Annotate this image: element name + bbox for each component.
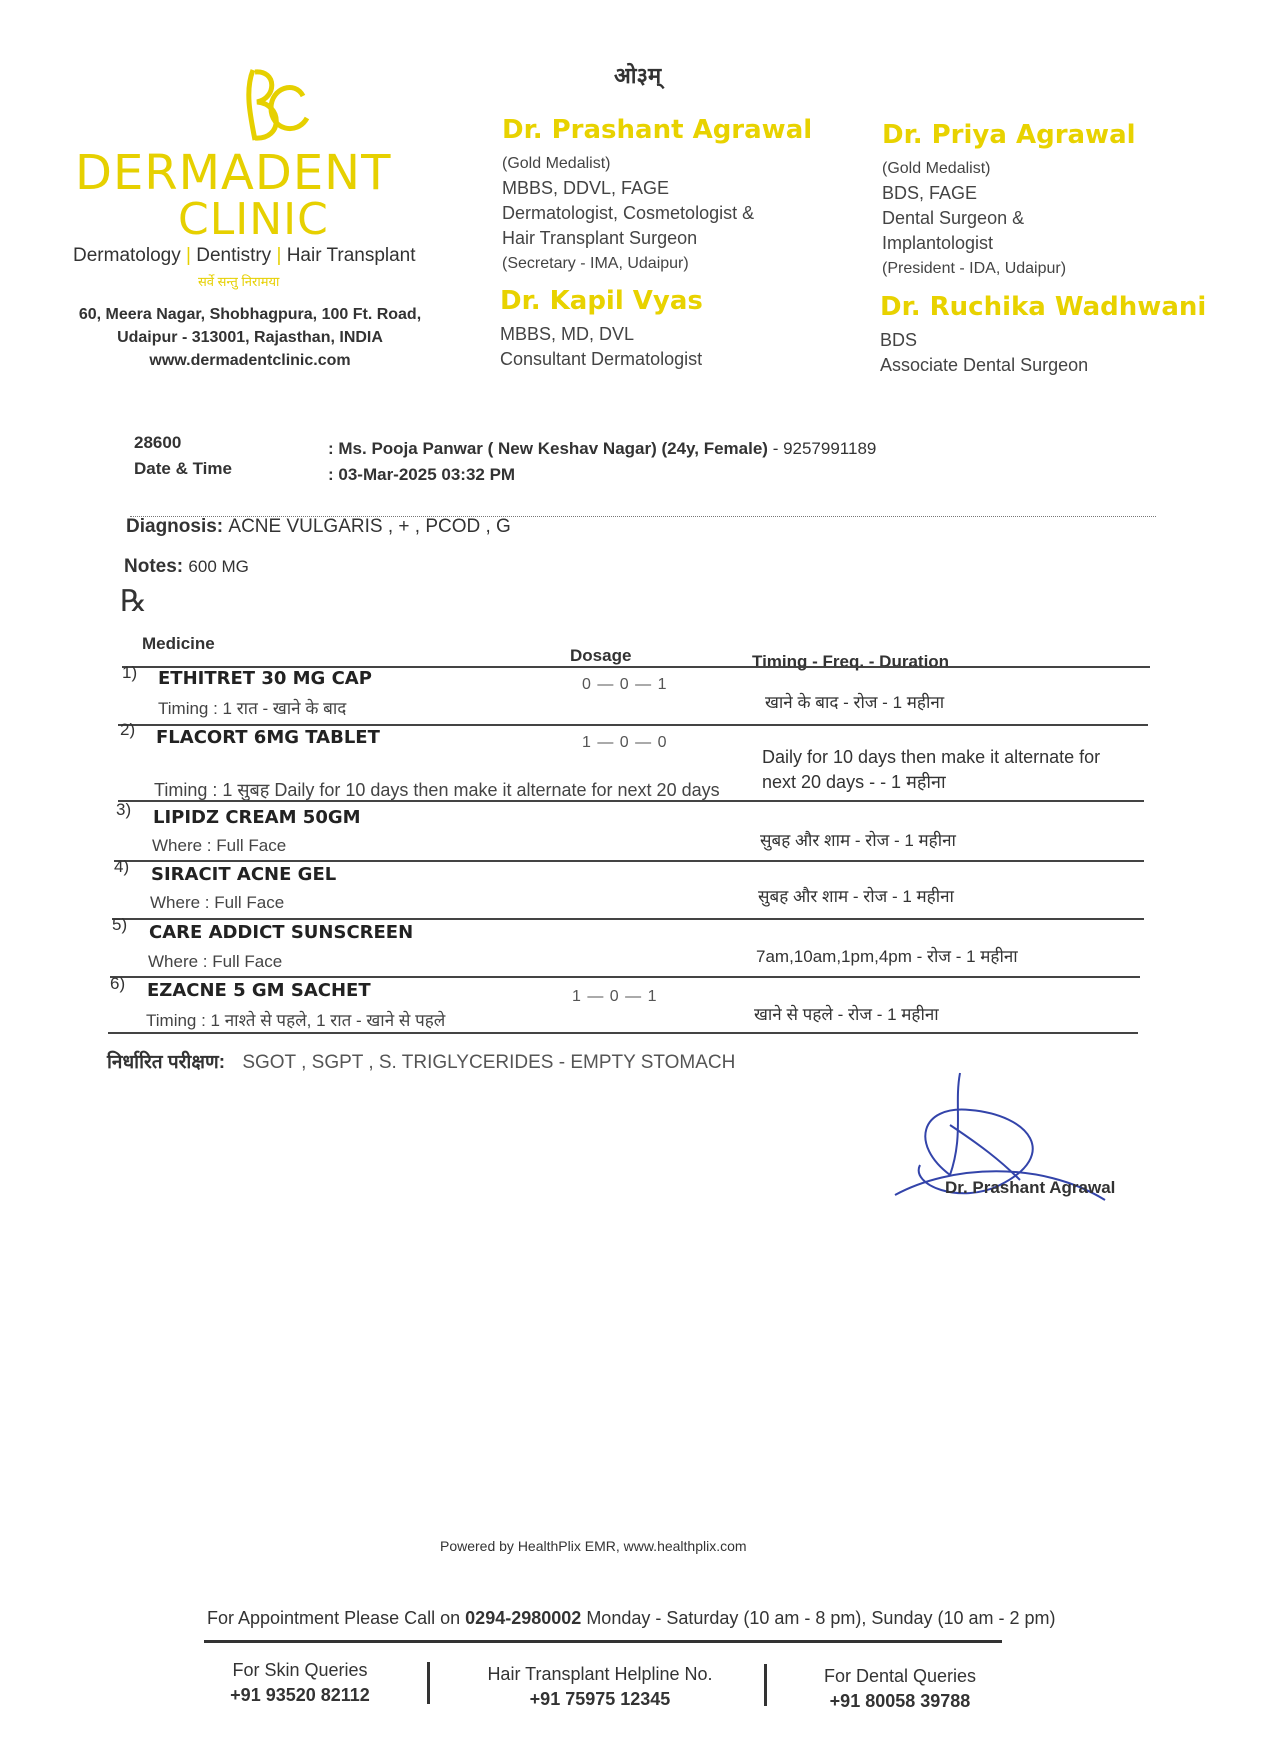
footer-separator: [427, 1662, 430, 1704]
row-rule: [118, 724, 1148, 726]
row-2-dose: 1 — 0 — 0: [582, 734, 668, 751]
hair-helpline: Hair Transplant Helpline No. +91 75975 12345: [487, 1664, 713, 1709]
row-1-sub: Timing : 1 रात - खाने के बाद: [158, 699, 347, 718]
row-5-timing: 7am,10am,1pm,4pm - रोज - 1 महीना: [756, 947, 1018, 966]
specialities: Dermatology | Dentistry | Hair Transplant: [73, 245, 416, 266]
row-2-medicine: FLACORT 6MG TABLET: [156, 727, 380, 748]
row-4-medicine: SIRACIT ACNE GEL: [151, 864, 337, 885]
row-5-sub: Where : Full Face: [148, 952, 283, 971]
notes: Notes: 600 MG: [124, 556, 249, 577]
row-4-sub: Where : Full Face: [150, 893, 285, 912]
prescribed-tests: निर्धारित परीक्षण: SGOT , SGPT , S. TRIGLYCERIDES - EMPTY STOMACH: [107, 1052, 736, 1073]
diagnosis: Diagnosis: ACNE VULGARIS , + , PCOD , G: [126, 516, 511, 537]
row-4-timing: सुबह और शाम - रोज - 1 महीना: [758, 887, 954, 906]
row-rule: [118, 800, 1144, 802]
doctor-priya: Dr. Priya Agrawal (Gold Medalist) BDS, FAGE Dental Surgeon & Implantologist (President - IDA, Udaipur): [882, 120, 1136, 277]
row-5-num: 5): [112, 915, 128, 934]
row-rule: [110, 976, 1140, 978]
table-bottom-rule: [108, 1032, 1138, 1034]
col-medicine: Medicine: [142, 634, 215, 653]
row-rule: [112, 918, 1144, 920]
row-3-sub: Where : Full Face: [152, 836, 287, 855]
signature-name: Dr. Prashant Agrawal: [945, 1178, 1116, 1197]
row-2-sub: Timing : 1 सुबह Daily for 10 days then make it alternate for next 20 days: [154, 780, 720, 800]
invocation: ओ३म्: [614, 63, 662, 88]
patient-details: : Ms. Pooja Panwar ( New Keshav Nagar) (24y, Female) - 9257991189 : 03-Mar-2025 03:32 PM: [328, 439, 877, 484]
row-1-timing: खाने के बाद - रोज - 1 महीना: [765, 693, 945, 712]
row-1-medicine: ETHITRET 30 MG CAP: [158, 668, 372, 689]
row-rule: [114, 860, 1144, 862]
row-4-num: 4): [114, 857, 130, 876]
doctor-ruchika: Dr. Ruchika Wadhwani BDS Associate Dental Surgeon: [880, 292, 1207, 375]
clinic-address: 60, Meera Nagar, Shobhagpura, 100 Ft. Road, Udaipur - 313001, Rajasthan, INDIA www.dermadentclinic.com: [78, 306, 422, 369]
row-1-dose: 0 — 0 — 1: [582, 676, 668, 693]
dental-queries: For Dental Queries +91 80058 39788: [823, 1666, 977, 1711]
row-6-num: 6): [110, 974, 126, 993]
rx-icon: ℞: [120, 585, 147, 618]
row-3-medicine: LIPIDZ CREAM 50GM: [153, 807, 361, 828]
clinic-name-line2: CLINIC: [178, 194, 329, 245]
col-dosage: Dosage: [570, 646, 632, 665]
row-6-sub: Timing : 1 नाश्ते से पहले, 1 रात - खाने से पहले: [146, 1011, 446, 1030]
row-3-num: 3): [116, 800, 132, 819]
row-1-num: 1): [122, 663, 138, 682]
footer-separator: [764, 1664, 767, 1706]
doctor-prashant: Dr. Prashant Agrawal (Gold Medalist) MBBS, DDVL, FAGE Dermatologist, Cosmetologist & Hair Transplant Surgeon (Secretary - IMA, Udaipur): [502, 115, 813, 272]
skin-queries: For Skin Queries +91 93520 82112: [230, 1660, 370, 1705]
row-6-timing: खाने से पहले - रोज - 1 महीना: [754, 1005, 939, 1024]
clinic-name: DERMADENT: [75, 145, 392, 201]
powered-by: Powered by HealthPlix EMR, www.healthplix.com: [440, 1538, 747, 1554]
row-5-medicine: CARE ADDICT SUNSCREEN: [149, 922, 414, 943]
row-2-num: 2): [120, 720, 136, 739]
row-3-timing: सुबह और शाम - रोज - 1 महीना: [760, 831, 956, 850]
patient-id-block: 28600 Date & Time: [134, 433, 232, 478]
appointment-line: For Appointment Please Call on 0294-2980002 Monday - Saturday (10 am - 8 pm), Sunday (10 am - 2 pm): [207, 1608, 1056, 1628]
clinic-motto: सर्वे सन्तु निरामया: [198, 274, 280, 289]
row-2-timing: Daily for 10 days then make it alternate for next 20 days - - 1 महीना: [762, 747, 1101, 792]
footer-rule: [204, 1640, 1002, 1643]
clinic-logo-icon: [215, 60, 315, 150]
row-6-dose: 1 — 0 — 1: [572, 988, 658, 1005]
col-timing: Timing - Freq. - Duration: [752, 652, 950, 671]
row-6-medicine: EZACNE 5 GM SACHET: [147, 980, 371, 1001]
doctor-kapil: Dr. Kapil Vyas MBBS, MD, DVL Consultant Dermatologist: [500, 286, 703, 369]
